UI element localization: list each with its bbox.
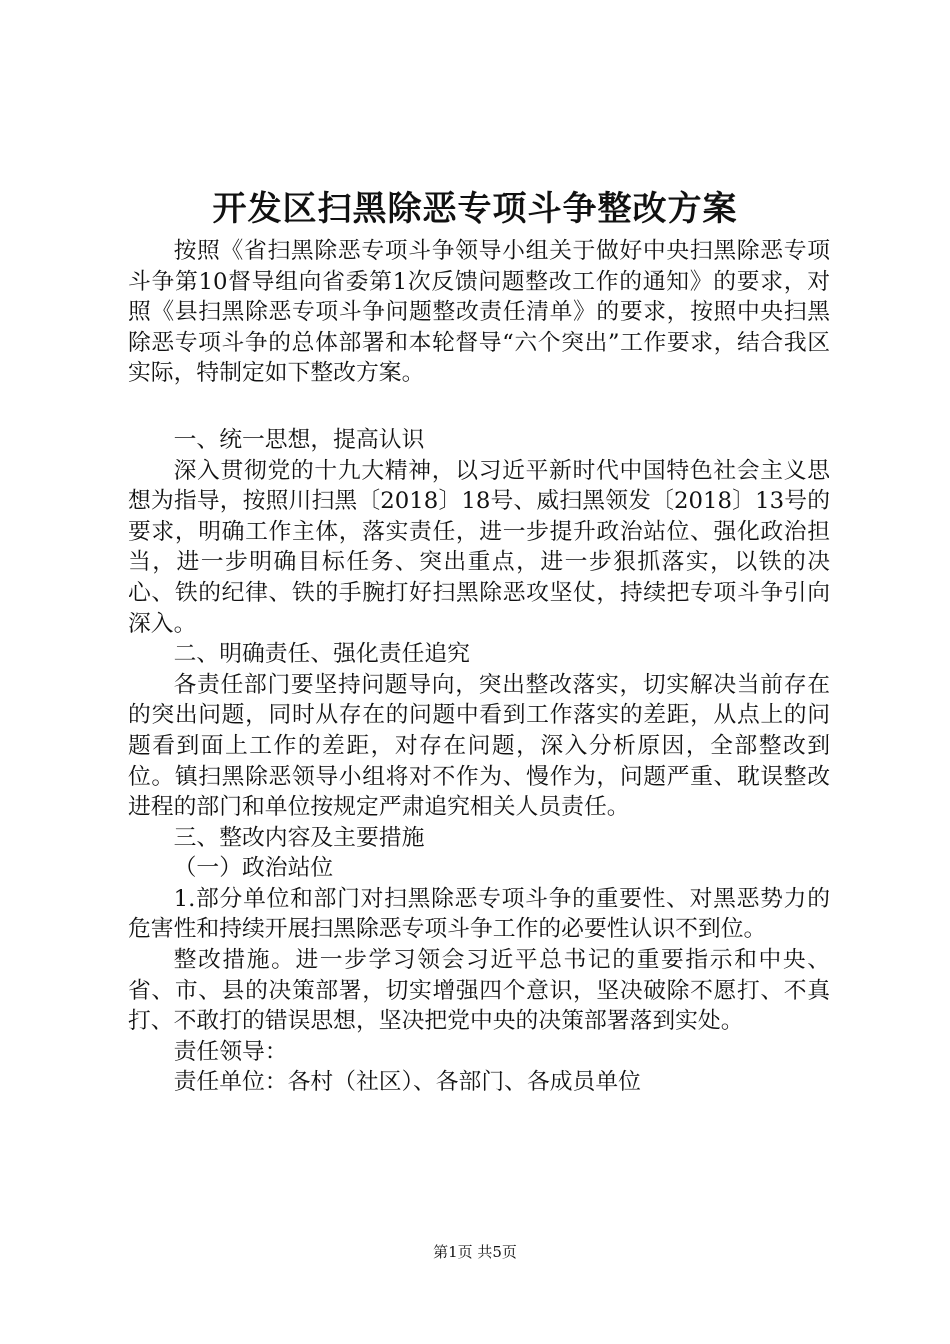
section-heading-1: 一、统一思想，提高认识 [173,426,425,453]
responsible-leader-line: 责任领导： [173,1038,288,1065]
responsible-unit-line: 责任单位：各村（社区）、各部门、各成员单位 [173,1069,641,1096]
section-heading-2: 二、明确责任、强化责任追究 [173,641,470,668]
section-paragraph-2: 各责任部门要坚持问题导向，突出整改落实，切实解决当前存在的突出问题，同时从存在的问题中看到工作落实的差距，从点上的问题看到面上工作的差距，对存在问题，深入分析原因，全部整改到位。镇扫黑除恶领导小组将对不作为、慢作为，问题严重、耽误整改进程的部门和单位按规定严肃追究相关人员责任。 [128,671,830,821]
intro-paragraph: 按照《省扫黑除恶专项斗争领导小组关于做好中央扫黑除恶专项斗争第10督导组向省委第1次反馈问题整改工作的通知》的要求，对照《县扫黑除恶专项斗争问题整改责任清单》的要求，按照中央扫黑除恶专项斗争的总体部署和本轮督导“六个突出”工作要求，结合我区实际，特制定如下整改方案。 [128,238,830,387]
section-paragraph-1: 深入贯彻党的十九大精神，以习近平新时代中国特色社会主义思想为指导，按照川扫黑〔2018〕18号、威扫黑领发〔2018〕13号的要求，明确工作主体，落实责任，进一步提升政治站位、强化政治担当，进一步明确目标任务、突出重点，进一步狠抓落实，以铁的决心、铁的纪律、铁的手腕打好扫黑除恶攻坚仗，持续把专项斗争引向深入。 [128,457,830,637]
section-heading-3: 三、整改内容及主要措施 [173,824,425,851]
issue-paragraph-1: 1.部分单位和部门对扫黑除恶专项斗争的重要性、对黑恶势力的危害性和持续开展扫黑除恶专项斗争工作的必要性认识不到位。 [128,885,830,943]
page-footer: 第1页 共5页 [433,1243,517,1261]
measure-paragraph-1: 整改措施。进一步学习领会习近平总书记的重要指示和中央、省、市、县的决策部署，切实增强四个意识，坚决破除不愿打、不真打、不敢打的错误思想，坚决把党中央的决策部署落到实处。 [128,947,830,1035]
subsection-heading-1: （一）政治站位 [173,855,334,882]
document-body [128,236,830,1098]
document-title: 开发区扫黑除恶专项斗争整改方案 [212,189,738,229]
